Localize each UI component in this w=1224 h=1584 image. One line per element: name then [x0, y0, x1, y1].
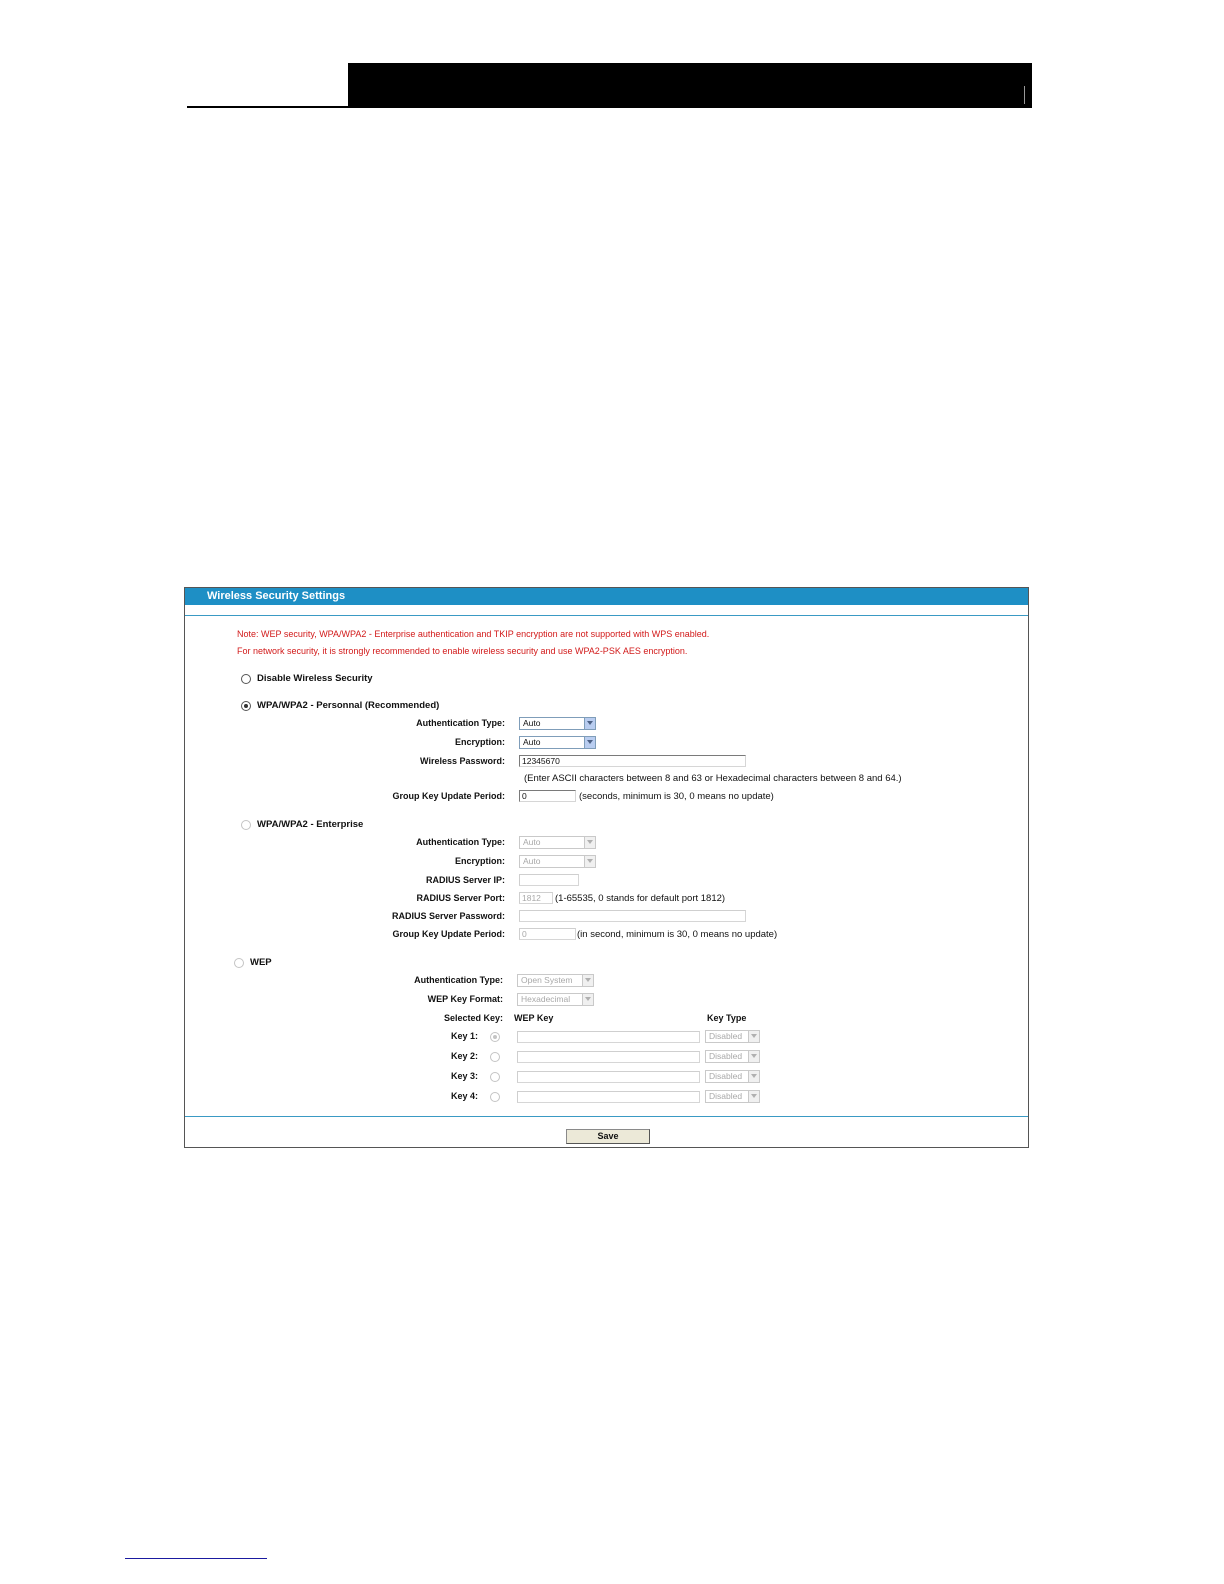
select-value: Auto	[523, 856, 541, 866]
chevron-down-icon	[748, 1031, 759, 1042]
select-value: Open System	[521, 975, 573, 985]
bottom-divider	[185, 1116, 1028, 1117]
chevron-down-icon	[584, 837, 595, 848]
select-value: Auto	[523, 737, 541, 747]
footer-link-underline	[125, 1558, 267, 1559]
panel-title: Wireless Security Settings	[185, 588, 1028, 605]
wpa-enterprise-auth-type-select[interactable]	[519, 836, 596, 849]
key-type-column-header: Key Type	[707, 1013, 747, 1023]
wpa-personal-auth-type-select[interactable]	[519, 717, 596, 730]
wpa-personal-auth-type-label: Authentication Type:	[416, 718, 505, 728]
key-2-type-select[interactable]	[705, 1050, 760, 1063]
key-1-radio[interactable]	[490, 1032, 500, 1042]
key-4-input[interactable]	[517, 1091, 700, 1103]
chevron-down-icon	[582, 975, 593, 986]
wpa-enterprise-encryption-select[interactable]	[519, 855, 596, 868]
wpa-enterprise-radio[interactable]	[241, 820, 251, 830]
chevron-down-icon	[748, 1071, 759, 1082]
wep-label: WEP	[250, 957, 272, 968]
wep-auth-type-label: Authentication Type:	[414, 975, 503, 985]
select-value: Disabled	[709, 1091, 743, 1101]
key-2-label: Key 2:	[451, 1051, 479, 1061]
wpa-enterprise-encryption-label: Encryption:	[454, 856, 505, 866]
select-value: Hexadecimal	[521, 994, 571, 1004]
wep-auth-type-select[interactable]	[517, 974, 594, 987]
select-value: Auto	[523, 718, 541, 728]
selected-key-label: Selected Key:	[443, 1013, 503, 1023]
chevron-down-icon	[584, 856, 595, 867]
wireless-password-label: Wireless Password:	[420, 756, 505, 766]
wpa-personal-encryption-select[interactable]	[519, 736, 596, 749]
wpa-personal-group-key-hint: (seconds, minimum is 30, 0 means no update)	[579, 791, 774, 802]
wpa-enterprise-group-key-input[interactable]: 0	[519, 928, 576, 940]
key-4-radio[interactable]	[490, 1092, 500, 1102]
chevron-down-icon	[584, 737, 595, 748]
disable-security-label: Disable Wireless Security	[257, 673, 373, 684]
radius-server-password-input[interactable]	[519, 910, 746, 922]
save-button[interactable]: Save	[566, 1129, 650, 1144]
wireless-password-hint: (Enter ASCII characters between 8 and 63 or Hexadecimal characters between 8 and 64.)	[524, 773, 902, 784]
wps-note: Note: WEP security, WPA/WPA2 - Enterprise authentication and TKIP encryption are not supported with WPS enabled.	[237, 629, 710, 639]
key-2-radio[interactable]	[490, 1052, 500, 1062]
wep-key-column-header: WEP Key	[514, 1013, 554, 1023]
wpa-enterprise-group-key-label: Group Key Update Period:	[392, 929, 505, 939]
key-3-radio[interactable]	[490, 1072, 500, 1082]
radius-server-ip-input[interactable]	[519, 874, 579, 886]
radio-selected-dot	[244, 704, 248, 708]
select-value: Auto	[523, 837, 541, 847]
radius-server-port-label: RADIUS Server Port:	[416, 893, 505, 903]
select-value: Disabled	[709, 1051, 743, 1061]
radio-selected-dot	[493, 1035, 497, 1039]
header-tick	[1024, 86, 1025, 104]
radius-server-ip-label: RADIUS Server IP:	[425, 875, 505, 885]
wpa-personal-radio[interactable]	[241, 701, 251, 711]
wpa-personal-label: WPA/WPA2 - Personnal (Recommended)	[257, 700, 440, 711]
security-recommendation-note: For network security, it is strongly recommended to enable wireless security and use WPA2-PSK AES encryption.	[237, 646, 688, 656]
header-bar	[348, 63, 1032, 108]
key-1-input[interactable]	[517, 1031, 700, 1043]
header-rule	[187, 106, 1032, 108]
wep-radio[interactable]	[234, 958, 244, 968]
radius-server-port-input[interactable]: 1812	[519, 892, 553, 904]
key-4-label: Key 4:	[451, 1091, 479, 1101]
wpa-personal-group-key-input[interactable]: 0	[519, 790, 576, 802]
chevron-down-icon	[582, 994, 593, 1005]
wpa-enterprise-auth-type-label: Authentication Type:	[416, 837, 505, 847]
wpa-enterprise-group-key-hint: (in second, minimum is 30, 0 means no update)	[577, 929, 778, 940]
key-1-type-select[interactable]	[705, 1030, 760, 1043]
radius-server-port-hint: (1-65535, 0 stands for default port 1812)	[555, 893, 726, 904]
select-value: Disabled	[709, 1071, 743, 1081]
disable-security-radio[interactable]	[241, 674, 251, 684]
wep-key-format-label: WEP Key Format:	[427, 994, 503, 1004]
select-value: Disabled	[709, 1031, 743, 1041]
chevron-down-icon	[584, 718, 595, 729]
wpa-enterprise-label: WPA/WPA2 - Enterprise	[257, 819, 364, 830]
wpa-personal-group-key-label: Group Key Update Period:	[392, 791, 505, 801]
title-divider	[185, 615, 1028, 616]
key-3-input[interactable]	[517, 1071, 700, 1083]
key-2-input[interactable]	[517, 1051, 700, 1063]
key-3-type-select[interactable]	[705, 1070, 760, 1083]
chevron-down-icon	[748, 1051, 759, 1062]
wireless-security-panel	[184, 587, 1029, 1148]
key-4-type-select[interactable]	[705, 1090, 760, 1103]
key-3-label: Key 3:	[451, 1071, 479, 1081]
wpa-personal-encryption-label: Encryption:	[454, 737, 505, 747]
chevron-down-icon	[748, 1091, 759, 1102]
wireless-password-input[interactable]: 12345670	[519, 755, 746, 767]
radius-server-password-label: RADIUS Server Password:	[391, 911, 505, 921]
wep-key-format-select[interactable]	[517, 993, 594, 1006]
key-1-label: Key 1:	[451, 1031, 479, 1041]
